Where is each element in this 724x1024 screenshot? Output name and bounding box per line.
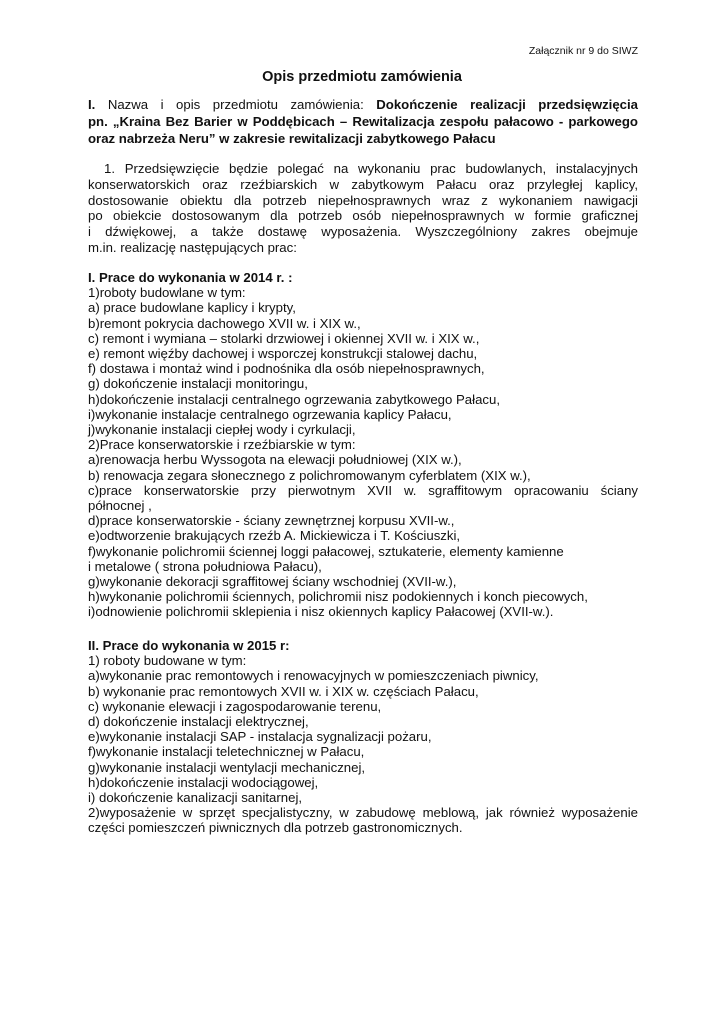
heading-text: pn. „Kraina Bez Barier w Poddębicach – Rewitalizacja zespołu pałacowo - parkowego bbox=[88, 114, 638, 129]
intro-line: m.in. realizację następujących prac: bbox=[88, 239, 297, 255]
list-item: g) dokończenie instalacji monitoringu, bbox=[88, 376, 308, 392]
heading-text: Dokończenie realizacji przedsięwzięcia bbox=[376, 97, 638, 112]
list-item: g)wykonanie dekoracji sgraffitowej ściany wschodniej (XVII-w.), bbox=[88, 574, 457, 590]
list-item: b) wykonanie prac remontowych XVII w. i XIX w. częściach Pałacu, bbox=[88, 683, 479, 699]
intro-paragraph bbox=[88, 161, 638, 256]
page-title: Opis przedmiotu zamówienia bbox=[262, 69, 462, 85]
list-item: i)odnowienie polichromii sklepienia i nisz okiennych kaplicy Pałacowej (XVII-w.). bbox=[88, 604, 554, 620]
list-item: h)dokończenie instalacji centralnego ogrzewania zabytkowego Pałacu, bbox=[88, 391, 500, 407]
list-item: h)dokończenie instalacji wodociągowej, bbox=[88, 774, 319, 790]
list-item: a)wykonanie prac remontowych i renowacyjnych w pomieszczeniach piwnicy, bbox=[88, 668, 539, 684]
list-item: b)remont pokrycia dachowego XVII w. i XIX w., bbox=[88, 315, 361, 331]
list-item: a)renowacja herbu Wyssogota na elewacji południowej (XIX w.), bbox=[88, 452, 462, 468]
list-item: f)wykonanie instalacji teletechnicznej w Pałacu, bbox=[88, 744, 365, 760]
order-heading bbox=[88, 96, 638, 147]
list-item: 1)roboty budowlane w tym: bbox=[88, 285, 246, 301]
section-2015-title: II. Prace do wykonania w 2015 r: bbox=[88, 638, 290, 653]
list-item: d) dokończenie instalacji elektrycznej, bbox=[88, 714, 309, 730]
heading-text: oraz nabrzeża Neru” w zakresie rewitalizacji zabytkowego Pałacu bbox=[88, 131, 496, 146]
section-2015 bbox=[88, 638, 648, 836]
list-item: d)prace konserwatorskie - ściany zewnętrznej korpusu XVII-w., bbox=[88, 513, 455, 529]
list-item: 1) roboty budowane w tym: bbox=[88, 653, 247, 669]
list-item: 2)wyposażenie w sprzęt specjalistyczny, w zabudowę meblową, jak również wyposażenie bbox=[88, 805, 638, 821]
list-item: e)wykonanie instalacji SAP - instalacja sygnalizacji pożaru, bbox=[88, 729, 432, 745]
list-item: a) prace budowlane kaplicy i krypty, bbox=[88, 300, 296, 316]
heading-text: Nazwa i opis przedmiotu zamówienia: bbox=[95, 97, 377, 112]
list-item: j)wykonanie instalacji ciepłej wody i cyrkulacji, bbox=[88, 422, 356, 438]
intro-line: konserwatorskich oraz rzeźbiarskich w zabytkowym Pałacu oraz przyległej kaplicy, bbox=[88, 176, 638, 192]
intro-line: po obiekcie dostosowanym dla potrzeb osób niepełnosprawnych w formie graficznej bbox=[88, 208, 638, 224]
list-item: części pomieszczeń piwnicznych dla potrzeb gastronomicznych. bbox=[88, 820, 463, 836]
list-item: c) wykonanie elewacji i zagospodarowanie terenu, bbox=[88, 698, 382, 714]
heading-text: I. bbox=[88, 97, 96, 112]
section-2015-list bbox=[88, 653, 648, 835]
list-item: b) renowacja zegara słonecznego z polichromowanym cyferblatem (XIX w.), bbox=[88, 467, 531, 483]
list-item: c) remont i wymiana – stolarki drzwiowej i okiennej XVII w. i XIX w., bbox=[88, 330, 480, 346]
intro-line: i dźwiękowej, a także dostawę wyposażenia. Wyszczególniony zakres obejmuje bbox=[88, 224, 638, 240]
heading-line bbox=[88, 130, 638, 147]
list-item: h)wykonanie polichromii ściennych, polichromii nisz podokiennych i konch piecowych, bbox=[88, 589, 588, 605]
section-2014-title: I. Prace do wykonania w 2014 r. : bbox=[88, 270, 293, 285]
list-item: f) dostawa i montaż wind i podnośnika dla osób niepełnosprawnych, bbox=[88, 361, 485, 377]
intro-line: 1. Przedsięwzięcie będzie polegać na wykonaniu prac budowlanych, instalacyjnych bbox=[104, 161, 638, 176]
list-item: e) remont więźby dachowej i wsporczej konstrukcji stalowej dachu, bbox=[88, 346, 478, 362]
list-item: 2)Prace konserwatorskie i rzeźbiarskie w tym: bbox=[88, 437, 356, 453]
heading-line bbox=[88, 96, 638, 113]
list-item: i)wykonanie instalacje centralnego ogrzewania kaplicy Pałacu, bbox=[88, 406, 452, 422]
section-2014-list bbox=[88, 285, 648, 619]
list-item: północnej , bbox=[88, 498, 152, 514]
list-item: i metalowe ( strona południowa Pałacu), bbox=[88, 558, 322, 574]
list-item: i) dokończenie kanalizacji sanitarnej, bbox=[88, 790, 303, 806]
list-item: e)odtworzenie brakujących rzeźb A. Mickiewicza i T. Kościuszki, bbox=[88, 528, 461, 544]
list-item: c)prace konserwatorskie przy pierwotnym XVII w. sgraffitowym opracowaniu ściany bbox=[88, 482, 638, 498]
intro-line: dostosowanie obiektu dla potrzeb niepełnosprawnych wraz z wykonaniem nawigacji bbox=[88, 192, 638, 208]
section-2014 bbox=[88, 270, 648, 620]
heading-line bbox=[88, 113, 638, 130]
annex-label: Załącznik nr 9 do SIWZ bbox=[528, 45, 638, 57]
list-item: g)wykonanie instalacji wentylacji mechanicznej, bbox=[88, 759, 366, 775]
list-item: f)wykonanie polichromii ściennej loggi pałacowej, sztukaterie, elementy kamienne bbox=[88, 543, 564, 559]
